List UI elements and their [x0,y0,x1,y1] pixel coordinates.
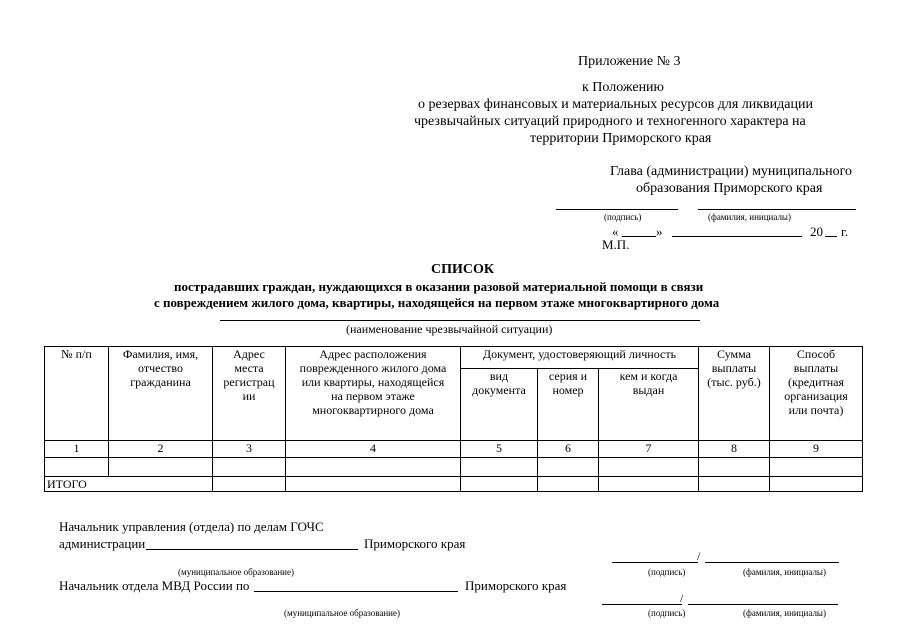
header-sum: Сумма выплаты (тыс. руб.) [699,347,770,441]
doc-title: СПИСОК [431,262,495,277]
table-cell[interactable] [109,458,213,477]
table-cell[interactable] [213,477,286,492]
header-damaged-address: Адрес расположения поврежденного жилого дома или квартиры, находящейся на первом этаже многоквартирного дома [286,347,461,441]
approval-date-open-quote: « [612,224,619,239]
mvd-line-suffix: Приморского края [465,578,567,593]
gochs-line-2-suffix: Приморского края [364,536,466,551]
header-registration-address: Адрес места регистрац ии [213,347,286,441]
header-doc-issued: кем и когда выдан [599,369,699,441]
emergency-name-line [220,320,700,321]
table-cell[interactable] [286,458,461,477]
column-number: 1 [45,441,109,458]
approval-year-prefix: 20 [810,224,823,239]
table-cell[interactable] [286,477,461,492]
gochs-line-1: Начальник управления (отдела) по делам ГОЧС [59,519,324,534]
approval-year-line [825,236,837,237]
column-number: 5 [461,441,538,458]
gochs-municipal-caption: (муниципальное образование) [178,567,294,577]
table-row [45,458,863,477]
gochs-slash: / [697,549,701,563]
table-cell[interactable] [770,477,863,492]
mvd-slash: / [680,591,684,605]
gochs-name-caption: (фамилия, инициалы) [743,567,826,577]
mvd-signature-line [602,604,682,605]
table-cell[interactable] [538,477,599,492]
approval-signature-caption: (подпись) [604,212,642,222]
table-cell[interactable] [213,458,286,477]
column-number: 7 [599,441,699,458]
column-number: 6 [538,441,599,458]
approval-head-line-1: Глава (администрации) муниципального [610,164,852,179]
mvd-name-caption: (фамилия, инициалы) [743,608,826,618]
total-row [45,477,863,492]
header-name: Фамилия, имя, отчество гражданина [109,347,213,441]
gochs-line-2-prefix: администрации [59,536,146,551]
doc-subtitle-line-1: пострадавших граждан, нуждающихся в оказании разовой материальной помощи в связи [174,279,704,294]
appendix-line-2: о резервах финансовых и материальных ресурсов для ликвидации [418,97,813,112]
approval-date-close-quote: » [656,224,663,239]
column-number: 2 [109,441,213,458]
column-number: 9 [770,441,863,458]
emergency-caption: (наименование чрезвычайной ситуации) [346,322,553,336]
table-cell[interactable] [538,458,599,477]
header-document-group: Документ, удостоверяющий личность [461,347,699,369]
victims-table [44,346,863,492]
header-doc-series: серия и номер [538,369,599,441]
approval-name-line [698,209,856,210]
approval-stamp: М.П. [602,237,630,252]
column-number: 3 [213,441,286,458]
table-cell[interactable] [599,477,699,492]
approval-month-line [672,236,802,237]
approval-year-suffix: г. [841,224,849,239]
approval-signature-line [556,209,678,210]
table-cell[interactable] [770,458,863,477]
approval-head-line-2: образования Приморского края [636,181,823,196]
table-cell[interactable] [461,458,538,477]
approval-name-caption: (фамилия, инициалы) [708,212,791,222]
mvd-municipal-line [254,591,458,592]
mvd-line-prefix: Начальник отдела МВД России по [59,578,250,593]
gochs-signature-line [612,562,698,563]
column-number: 4 [286,441,461,458]
column-number: 8 [699,441,770,458]
total-label: ИТОГО [45,477,213,492]
table-cell[interactable] [599,458,699,477]
mvd-signature-caption: (подпись) [648,608,686,618]
appendix-number: Приложение № 3 [578,54,681,69]
header-num: № п/п [45,347,109,441]
appendix-line-1: к Положению [582,80,665,95]
table-cell[interactable] [45,458,109,477]
appendix-line-4: территории Приморского края [530,131,712,146]
mvd-municipal-caption: (муниципальное образование) [284,608,400,618]
table-cell[interactable] [699,477,770,492]
gochs-municipal-line [146,549,358,550]
header-payment-method: Способ выплаты (кредитная организация или почта) [770,347,863,441]
mvd-name-line [688,604,838,605]
doc-subtitle-line-2: с повреждением жилого дома, квартиры, находящейся на первом этаже многоквартирного дома [154,295,720,310]
gochs-signature-caption: (подпись) [648,567,686,577]
gochs-name-line [705,562,839,563]
table-cell[interactable] [699,458,770,477]
header-doc-type: вид документа [461,369,538,441]
table-cell[interactable] [461,477,538,492]
appendix-line-3: чрезвычайных ситуаций природного и техногенного характера на [414,114,806,129]
